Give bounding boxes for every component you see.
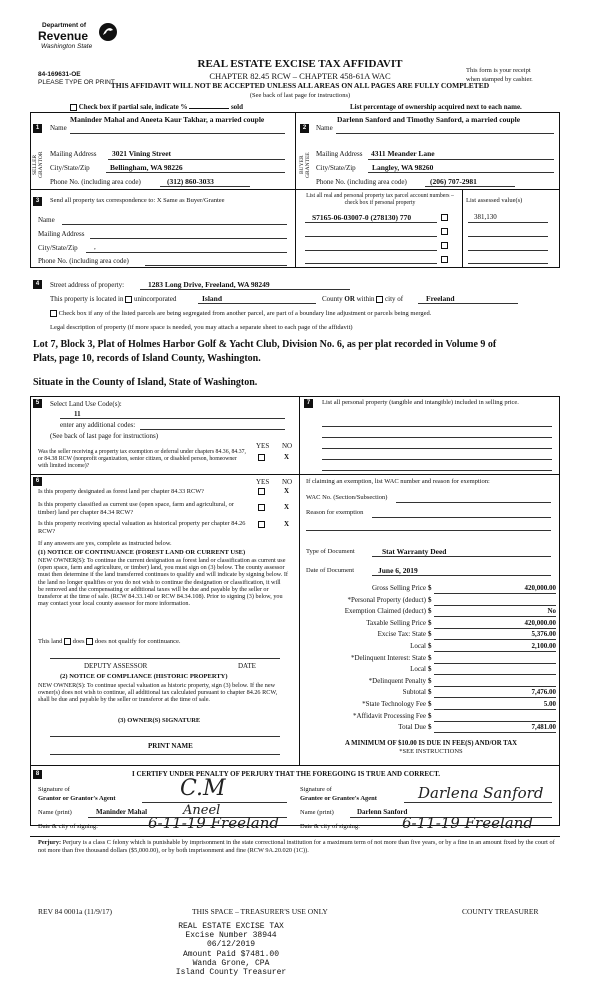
see-instructions: *SEE INSTRUCTIONS [399, 748, 463, 755]
stamp-line-1: REAL ESTATE EXCISE TAX [178, 922, 284, 931]
legal-desc-label: Legal description of property (if more space is needed, you may attach a separate sheet to each page of the affidavit) [50, 324, 353, 331]
forest-no-x[interactable]: X [284, 487, 290, 495]
assessed-header: List assessed value(s) [466, 197, 523, 204]
tax-row-underline [434, 616, 556, 617]
does-label: does [72, 638, 85, 645]
tax-row-underline [434, 732, 556, 733]
seller-name[interactable]: Maninder Mahal and Aneeta Kaur Takhar, a married couple [70, 115, 265, 124]
tax-row-underline [434, 697, 556, 698]
street-address[interactable]: 1283 Long Drive, Freeland, WA 98249 [148, 280, 270, 289]
if-yes-note: If any answers are yes, complete as instructed below. [38, 540, 172, 547]
tax-row-dollar: $ [428, 618, 432, 627]
historic-yes-checkbox[interactable] [258, 521, 265, 528]
tax-row-label: Gross Selling Price [371, 584, 426, 592]
tax-row-underline [434, 709, 556, 710]
tax-row-dollar: $ [428, 665, 432, 674]
form-warning: THIS AFFIDAVIT WILL NOT BE ACCEPTED UNLESS ALL AREAS ON ALL PAGES ARE FULLY COMPLETED [110, 81, 490, 90]
current-use-yes-checkbox[interactable] [258, 504, 265, 511]
doc-type[interactable]: Stat Warranty Deed [382, 547, 447, 556]
tax-row-value[interactable]: 5.00 [543, 700, 556, 708]
partial-sale-checkbox[interactable] [70, 104, 77, 111]
percentage-note: List percentage of ownership acquired next to each name. [350, 103, 522, 111]
city-value[interactable]: Freeland [426, 294, 455, 303]
tax-row-label: Excise Tax: State [377, 630, 426, 639]
tax-row-underline [434, 721, 556, 722]
personal-property-checkbox-4[interactable] [441, 256, 448, 263]
personal-property-checkbox-2[interactable] [441, 228, 448, 235]
tax-row [306, 584, 556, 594]
located-row [50, 295, 176, 303]
tax-row-dollar: $ [428, 688, 432, 697]
tax-row-label: *Personal Property (deduct) [347, 595, 426, 604]
grantee-name-label: Name (print) [300, 809, 334, 816]
personal-property-label: List all personal property (tangible and intangible) included in selling price. [322, 399, 519, 406]
land-use-label: Select Land Use Code(s): [50, 400, 122, 408]
stamp-line-6: Island County Treasurer [175, 968, 287, 978]
tax-row [306, 712, 556, 722]
partial-sold: sold [230, 103, 244, 111]
buyer-city-label: City/State/Zip [316, 164, 356, 172]
current-use-question: Is this property classified as current use (open space, farm and agricultural, or timber) land per chapter 84.34 RCW? [38, 501, 234, 516]
perjury-body: Perjury is a class C felony which is punishable by imprisonment in the state correctional institution for a maximum term of not more than five years, or by a fine in an amount fixed by the court of not more than five thousand dollars ($5,000.00), or by both imprisonment and fine (RCW 9A.20.020 (1C)). [38, 839, 555, 854]
treasurer-space: THIS SPACE – TREASURER'S USE ONLY [192, 907, 328, 916]
tax-row-value[interactable]: 420,000.00 [524, 584, 556, 592]
doc-date-label: Date of Document [306, 567, 355, 574]
tax-row [306, 688, 556, 698]
tax-row-value[interactable]: No [547, 607, 556, 616]
deputy-assessor-label: DEPUTY ASSESSOR [84, 662, 148, 670]
does-not-checkbox[interactable] [86, 638, 93, 645]
tax-row [306, 665, 556, 675]
forest-yes-checkbox[interactable] [258, 488, 265, 495]
land-label: This land [38, 638, 63, 645]
perjury-text [38, 839, 558, 854]
exemption-question: Was the seller receiving a property tax exemption or deferral under chapters 84.36, 84.37, or 84.38 RCW (nonprofit organization, senior citizen, or disabled person, homeowner with limited income)? [38, 449, 246, 469]
land-qualify-row [38, 638, 181, 645]
legal-line-1: Lot 7, Block 3, Plat of Holmes Harbor Golf & Yacht Club, Division No. 6, as per plat recorded in Volume 9 of [33, 339, 497, 350]
tax-row-dollar: $ [428, 711, 432, 720]
grantor-name[interactable]: Maninder Mahal [96, 808, 148, 816]
city-of-label: city of [385, 295, 404, 303]
within-label: within [356, 295, 375, 303]
s3-city-label: City/State/Zip [38, 244, 78, 252]
buyer-name-label: Name [316, 124, 333, 132]
personal-property-checkbox-1[interactable] [441, 214, 448, 221]
s3-city-value[interactable]: , [94, 243, 96, 251]
street-label: Street address of property: [50, 281, 125, 289]
date-label: DATE [238, 662, 256, 670]
tax-row-dollar: $ [428, 723, 432, 732]
s3-mail-label: Mailing Address [38, 230, 85, 238]
tax-row-label: Exemption Claimed (deduct) [344, 607, 426, 616]
tax-row-underline [434, 674, 556, 675]
notice-1-body: NEW OWNER(S): To continue the current designation as forest land or classification as current use (open space, farm and agriculture, or timber) land, you must sign on (3) below. The county assessor must then determine if the land transferred continues to qualify and will indicate by signing below. If the land no longer qualifies or you do not wish to continue the designation or classification, it will be removed and the compensating or additional taxes will be due and payable by the seller or transferor at the time of sale. (RCW 84.33.140 or RCW 84.34.108). Prior to signing (3) below, you may contact your local county assessor for more information. [38, 557, 288, 608]
tax-row-underline [434, 686, 556, 687]
logo-line3: Washington State [41, 43, 93, 50]
segregated-label: Check box if any of the listed parcels are being segregated from another parcel, are part of a boundary line adjustment or parcels being merged. [58, 310, 432, 317]
grantee-date-label: Date & city of signing: [300, 823, 360, 830]
tax-row-underline [434, 663, 556, 664]
tax-row-underline [434, 605, 556, 606]
tax-row-label: Taxable Selling Price [366, 618, 426, 627]
owner-signature-label: (3) OWNER(S) SIGNATURE [118, 717, 201, 724]
seller-mail[interactable]: 3021 Vining Street [112, 149, 172, 158]
section-6-badge: 6 [33, 477, 42, 486]
unincorporated-checkbox[interactable] [125, 296, 132, 303]
buyer-mail[interactable]: 4311 Meander Lane [371, 149, 435, 158]
section-7-badge: 7 [304, 399, 313, 408]
parcel-number[interactable]: S7165-06-03007-0 (278130) 770 [312, 213, 412, 222]
unincorporated-label: unincorporated [133, 295, 177, 303]
personal-property-checkbox-3[interactable] [441, 242, 448, 249]
s3-name-label: Name [38, 216, 55, 224]
tax-row-value[interactable]: 7,476.00 [531, 688, 556, 697]
city-checkbox[interactable] [376, 296, 383, 303]
tax-row-dollar: $ [428, 595, 432, 604]
doc-date[interactable]: June 6, 2019 [378, 566, 418, 575]
grantee-sig-of: Signature of [300, 786, 332, 793]
dor-logo [38, 22, 118, 62]
seller-mail-label: Mailing Address [50, 150, 97, 158]
tax-row-dollar: $ [428, 630, 432, 639]
located-label: This property is located in [50, 295, 124, 303]
buyer-name[interactable]: Darlenn Sanford and Timothy Sanford, a married couple [337, 115, 521, 124]
logo-line1: Department of [42, 22, 87, 29]
tax-row [306, 700, 556, 710]
county-label: County [322, 295, 343, 303]
partial-sale-label: Check box if partial sale, indicate % [78, 103, 188, 111]
segregated-checkbox[interactable] [50, 310, 57, 317]
tax-row-dollar: $ [428, 642, 432, 650]
treasurer-stamp [166, 922, 296, 977]
reason-label: Reason for exemption [306, 509, 364, 516]
forest-question: Is this property designated as forest land per chapter 84.33 RCW? [38, 488, 204, 495]
seller-side-label: SELLER GRANTOR [32, 151, 44, 179]
tax-row-label: Local [410, 642, 426, 650]
tax-row [306, 630, 556, 640]
county-value[interactable]: Island [202, 294, 223, 303]
tax-row-dollar: $ [428, 653, 432, 662]
tax-row-underline [434, 651, 556, 652]
or-label: OR [344, 295, 355, 303]
doc-type-label: Type of Document [306, 548, 355, 555]
grantor-aneel: Aneel [183, 803, 221, 818]
grantor-date-city[interactable]: 6-11-19 Freeland [148, 814, 279, 832]
grantee-agent-label: Grantee or Grantee's Agent [300, 795, 377, 802]
tax-row-label: Total Due [398, 723, 426, 732]
grantee-name[interactable]: Darlenn Sanford [357, 808, 408, 816]
certify-text: I CERTIFY UNDER PENALTY OF PERJURY THAT THE FOREGOING IS TRUE AND CORRECT. [132, 770, 441, 778]
tax-row-dollar: $ [428, 607, 432, 616]
county-treasurer: COUNTY TREASURER [462, 907, 539, 916]
receipt-note-2: when stamped by cashier. [466, 76, 533, 83]
please-type: PLEASE TYPE OR PRINT [38, 79, 115, 86]
parcel-header: List all real and personal property tax parcel account numbers – check box if personal property [306, 193, 454, 206]
tax-row-dollar: $ [428, 700, 432, 708]
print-name-label: PRINT NAME [148, 742, 193, 750]
buyer-side-label: BUYER GRANTEE [299, 152, 311, 178]
land-use-code[interactable]: 11 [74, 410, 81, 418]
tax-row-label: *State Technology Fee [362, 700, 426, 708]
receipt-note-1: This form is your receipt [466, 67, 531, 74]
does-checkbox[interactable] [64, 638, 71, 645]
tax-row-label: *Delinquent Interest: State [350, 653, 426, 662]
legal-line-2: Plats, page 10, records of Island County, Washington. [33, 353, 261, 364]
historic-no-x[interactable]: X [284, 520, 290, 528]
section-2-badge: 2 [300, 124, 309, 133]
s5-no: NO [282, 442, 293, 450]
tax-row [306, 723, 556, 733]
form-title: REAL ESTATE EXCISE TAX AFFIDAVIT [197, 58, 403, 70]
tax-row [306, 607, 556, 617]
tax-row [306, 642, 556, 652]
rev-number: REV 84 0001a (11/9/17) [38, 907, 112, 916]
section-1-badge: 1 [33, 124, 42, 133]
claim-exemption-label: If claiming an exemption, list WAC number and reason for exemption: [306, 478, 490, 485]
exemption-no-x[interactable]: X [284, 453, 290, 461]
section-8-badge: 8 [33, 770, 42, 779]
tax-row [306, 619, 556, 629]
notice-2-heading: (2) NOTICE OF COMPLIANCE (HISTORIC PROPERTY) [60, 673, 228, 680]
form-chapter: CHAPTER 82.45 RCW – CHAPTER 458-61A WAC [209, 71, 391, 81]
exemption-yes-checkbox[interactable] [258, 454, 265, 461]
tax-row [306, 654, 556, 664]
tax-row-value[interactable]: 420,000.00 [524, 618, 556, 627]
tax-row-label: Local [410, 665, 426, 674]
s6-no: NO [282, 478, 293, 486]
logo-line2: Revenue [38, 29, 89, 43]
wac-label: WAC No. (Section/Subsection) [306, 494, 388, 501]
section-5-badge: 5 [33, 399, 42, 408]
tax-row-label: *Delinquent Penalty [368, 676, 426, 685]
tax-row-value[interactable]: 2,100.00 [531, 642, 556, 650]
buyer-phone-label: Phone No. (including area code) [316, 178, 407, 186]
current-use-no-x[interactable]: X [284, 503, 290, 511]
notice-1-heading: (1) NOTICE OF CONTINUANCE (FOREST LAND OR CURRENT USE) [38, 549, 246, 556]
tax-row-underline [434, 593, 556, 594]
segregated-row [50, 310, 431, 317]
stamp-line-5: Wanda Grone, CPA [192, 958, 270, 968]
grantee-signature[interactable]: Darlena Sanford [418, 784, 544, 802]
does-not-label: does not qualify for continuance. [94, 638, 181, 645]
legal-line-3: Situate in the County of Island, State of Washington. [33, 377, 258, 388]
tax-row-value[interactable]: 5,376.00 [531, 630, 556, 639]
tax-row [306, 677, 556, 687]
send-correspondence: Send all property tax correspondence to: X Same as Buyer/Grantee [50, 197, 225, 204]
grantor-agent-label: Grantor or Grantor's Agent [38, 795, 116, 802]
grantor-date-label: Date & city of signing: [38, 823, 98, 830]
stamp-line-4: Amount Paid $7481.00 [182, 949, 279, 959]
buyer-phone[interactable]: (206) 707-2981 [430, 177, 477, 186]
grantee-date-city[interactable]: 6-11-19 Freeland [402, 814, 533, 832]
notice-2-body: NEW OWNER(S): To continue special valuation as historic property, sign (3) below. If the new owner(s) does not wish to continue, all additional tax calculated pursuant to chapter 84.26 RCW, shall be due and payable by the seller or transferor at the time of sale. [38, 682, 278, 704]
tax-row-label: *Affidavit Processing Fee [353, 711, 426, 720]
section-4-badge: 4 [33, 280, 42, 289]
tax-row-value[interactable]: 7,481.00 [531, 723, 556, 732]
minimum-note: A MINIMUM OF $10.00 IS DUE IN FEE(S) AND/OR TAX [344, 740, 518, 747]
historic-question: Is this property receiving special valuation as historical property per chapter 84.26 RCW? [38, 520, 246, 535]
buyer-mail-label: Mailing Address [316, 150, 363, 158]
seller-city-label: City/State/Zip [50, 164, 90, 172]
grantor-signature[interactable]: C.M [180, 776, 226, 801]
form-id: 84-169631-OE [38, 71, 81, 78]
stamp-line-3: 06/12/2019 [206, 940, 255, 950]
s3-phone-label: Phone No. (including area code) [38, 257, 129, 265]
stamp-line-2: Excise Number 38944 [185, 931, 277, 941]
buyer-city[interactable]: Langley, WA 98260 [372, 163, 434, 172]
grantor-name-label: Name (print) [38, 809, 72, 816]
see-back: (See back of last page for instructions) [249, 92, 351, 99]
perjury-label: Perjury: [38, 839, 62, 846]
washington-logo-icon [98, 22, 118, 42]
tax-row-dollar: $ [428, 584, 432, 592]
seller-city[interactable]: Bellingham, WA 98226 [110, 163, 183, 172]
county-row [322, 295, 403, 303]
tax-row-underline [434, 628, 556, 629]
grantor-sig-of: Signature of [38, 786, 70, 793]
s5-see-back: (See back of last page for instructions) [50, 432, 159, 440]
additional-codes-label: enter any additional codes: [60, 421, 136, 429]
seller-phone-label: Phone No. (including area code) [50, 178, 141, 186]
seller-name-label: Name [50, 124, 67, 132]
seller-phone[interactable]: (312) 860-3033 [167, 177, 214, 186]
s6-yes: YES [256, 478, 270, 486]
s5-yes: YES [256, 442, 270, 450]
tax-row-label: Subtotal [402, 688, 426, 697]
tax-row [306, 596, 556, 606]
section-3-badge: 3 [33, 197, 42, 206]
tax-row-dollar: $ [428, 676, 432, 685]
tax-row-underline [434, 639, 556, 640]
assessed-value[interactable]: 381,130 [474, 213, 497, 221]
